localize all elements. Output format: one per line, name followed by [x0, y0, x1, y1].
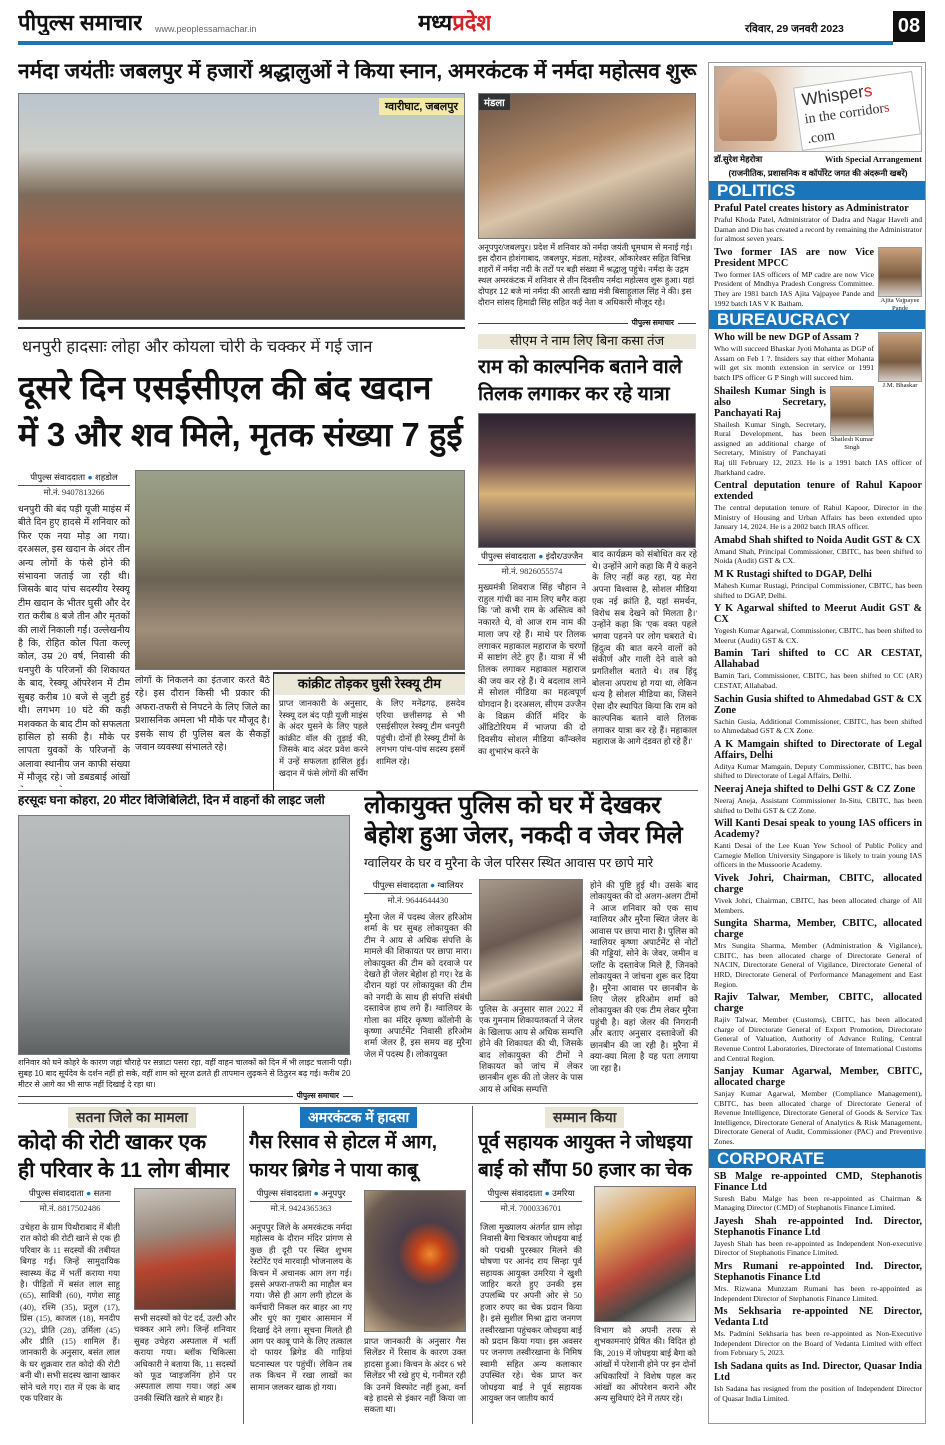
jailer-col-1: मुरैना जेल में पदस्थ जेलर हरिओम शर्मा के घर सुबह लोकायुक्त की टीम ने आय से अधिक संपत्ति के मामले की शिकायत पर छापा मारा। लोकायुक्त की टीम को दरवाजे पर देखते ही जेलर बेहोश हो गए। रेड के दौरान यहां पर लोकायुक्त की टीम को नगदी के साथ ही संपत्ति संबंधी दस्तावेज हाथ लगे हैं। ग्वालियर के गोला का मंदिर कृष्णा कॉलोनी के कृष्णा अपार्टमेंट निवासी हरिओम शर्मा जेलर हैं, इस समय वह मुरैना जेल में पदस्थ हैं। लोकायुक्त [364, 912, 472, 1059]
news-item-text: Ish Sadana has resigned from the position of Independent Director of Quasar India Limited. [714, 1384, 922, 1403]
news-item-text: Mahesh Kumar Rustagi, Principal Commissioner, CBITC, has been shifted to DGAP, Delhi. [714, 581, 922, 600]
jailer-headline-1: लोकायुक्त पुलिस को घर में देखकर [364, 792, 661, 819]
news-item-headline: Sachin Gusia shifted to Ahmedabad GST & CX Zone [714, 693, 922, 716]
news-item-text: The central deputation tenure of Rahul Kapoor, Director in the Ministry of Housing and Urban Affairs has been extended upto January 14, 2024. He is a 2002 batch IRAS officer. [714, 503, 922, 532]
cm-event-photo [478, 413, 696, 548]
news-item [714, 386, 922, 478]
news-item-text: Amand Shah, Principal Commissioner, CBITC, has been shifted to Noida (Audit) GST & CX. [714, 546, 922, 566]
fire-mobile: मो.नं. 9424365363 [270, 1203, 332, 1213]
news-item [714, 1361, 922, 1403]
byline-name: पीपुल्स संवाददाता [30, 472, 86, 482]
news-item-headline: Will Kanti Desai speak to young IAS officers in Academy? [714, 818, 922, 841]
cheque-col-1: जिला मुख्यालय अंतर्गत ग्राम लोढ़ा निवासी बैगा चित्रकार जोधइया बाई को पद्मश्री पुरस्कार मिलने की घोषणा पर आनंद राय सिन्हा पूर्व सहायक आयुक्त उमरिया ने खुशी जाहिर करते हुए उनकी इस उपलब्धि पर अपनी ओर से 50 हजार रुपए का चेक प्रदान किया है। इसे सुशील मिश्रा द्वारा जनगण तस्वीरखाना पहुंचकर जोधइया बाई को प्रदान किया गया। इस अवसर पर जनगण तस्वीरखाना के निमिष स्वामी सहित अन्य कलाकार उपस्थित रहे। चेक प्राप्त कर जोधइया बाई ने पूर्व सहायक आयुक्त जन जातीय कार्य [480, 1223, 582, 1404]
mine-headline-1: दूसरे दिन एसईसीएल की बंद खदान [18, 369, 432, 406]
news-item-text: Two former IAS officers of MP cadre are now Vice President of Mndhya Pradesh Congress Committee. They are 1981 batch IAS Ajita Vajpayee Pande and 1992 batch IAS V K Batham. [714, 269, 874, 308]
satna-mobile: मो.नं. 8817502486 [39, 1203, 101, 1213]
news-item [714, 535, 922, 566]
news-item-text: Praful Khoda Patel, Administrator of Dadra and Nagar Haveli and Daman and Diu has created a record by remaining the Administrator for almost seven years. [714, 215, 922, 244]
news-item-headline: Who will be new DGP of Assam ? [714, 332, 860, 344]
cash-seized-photo [479, 879, 583, 1001]
fire-kicker: अमरकंटक में हादसा [300, 1107, 417, 1128]
news-item-text: Ms. Padmini Sekhsaria has been re-appointed as Non-Executive Independent Director on the Board of Vedanta Limited with effect from February 5, 2023. [714, 1329, 922, 1358]
news-item-text: Aditya Kumar Mamgain, Deputy Commissioner, CBITC, has been shifted to Directorate of Legal Affairs, Delhi. [714, 761, 922, 781]
news-item-headline: Bamin Tari shifted to CC AR CESTAT, Allahabad [714, 648, 922, 671]
byline-name: पीपुल्स संवाददाता [256, 1188, 312, 1198]
news-item [714, 1306, 922, 1358]
news-item [714, 694, 922, 736]
whispers-column [708, 62, 926, 1424]
fog-caption: शनिवार को घने कोहरे के कारण जहां चौराहे पर सन्नाटा पसरा रहा, वहीं वाहन चालकों को दिन में भी लाइट चलानी पड़ी। सुबह 10 बाद सूर्यदेव के दर्शन नहीं हो सके, वहीं शाम को सूरज ढलते ही तापमान लुढ़कने से ठिठुरन बढ़ गई। करीब 20 मीटर से आगे का भी साफ नहीं दिखाई दे रहा था। [18, 1058, 352, 1089]
jailer-headline-2: बेहोश हुआ जेलर, नकदी व जेवर मिले [364, 822, 683, 849]
news-item-headline: Sungita Sharma, Member, CBITC, allocated charge [714, 918, 922, 941]
fire-byline: पीपुल्स संवाददाता ● अनूपपुर [250, 1188, 352, 1202]
cheque-byline: पीपुल्स संवाददाता ● उमरिया [480, 1188, 582, 1202]
news-item-headline: Amabd Shah shifted to Noida Audit GST & CX [714, 534, 921, 546]
photo-credit: पीपुल्स समाचार [628, 318, 678, 328]
byline-place: शहडोल [94, 472, 118, 482]
cheque-headline-2: बाई को सौंपा 50 हजार का चेक [478, 1160, 692, 1181]
portrait [878, 332, 922, 390]
news-item-text: Sanjay Kumar Agarwal, Member (Compliance Management), CBITC, has been allocated charge of Directorate General of Revenue Intelligence, Directorate General of Goods & Service Tax Intelligence, Directorate General of Analytics & Risk Management, Directorate General of Audit, Commissioner (PAC) and Preventive Zones. [714, 1089, 922, 1147]
satna-byline: पीपुल्स संवाददाता ● सतना [20, 1188, 120, 1202]
portrait-caption: Ajita Vajpayee Pande [880, 296, 920, 312]
satna-headline-2: ही परिवार के 11 लोग बीमार [18, 1159, 230, 1182]
news-item-headline: Neeraj Aneja shifted to Delhi GST & CZ Zone [714, 784, 916, 795]
jailer-byline: पीपुल्स संवाददाता ● ग्वालियर [364, 880, 472, 894]
section-header-bureaucracy: BUREAUCRACY [709, 310, 925, 329]
news-item-headline: Vivek Johri, Chairman, CBITC, allocated charge [714, 872, 922, 895]
cheque-headline-1: पूर्व सहायक आयुक्त ने जोधइया [478, 1132, 692, 1153]
mine-kicker: धनपुरी हादसाः लोहा और कोयला चोरी के चक्कर में गई जान [22, 338, 373, 356]
news-item-headline: M K Rustagi shifted to DGAP, Delhi [714, 569, 872, 581]
cheque-col-2: विभाग को अपनी तरफ से शुभकामनाएं प्रेषित की। विदित हो कि, 2019 में जोधइया बाई बैगा को आंखों में परेशानी होने पर इन दोनों अधिकारियों ने विशेष पहल कर आंखों का ऑपरेशन कराने और अन्य सुविधाएं देने में तत्पर रहे। [594, 1326, 696, 1404]
author-name: डॉ.सुरेश मेहरोत्रा [714, 154, 763, 164]
news-item [714, 203, 922, 244]
photo-credit: पीपुल्स समाचार [293, 1091, 343, 1101]
photo-label: मंडला [479, 94, 510, 110]
news-item-text: Neeraj Aneja, Assistant Commissioner In-Situ, CBITC, has been shifted to Delhi GST & CZ Zone. [714, 796, 922, 815]
news-item-headline: Central deputation tenure of Rahul Kapoor extended [714, 480, 922, 503]
hotel-fire-photo [364, 1190, 466, 1332]
news-item-headline: Sanjay Kumar Agarwal, Member, CBITC, allocated charge [714, 1066, 922, 1089]
portrait-caption: Shailesh Kumar Singh [830, 435, 874, 451]
news-item-headline: Shailesh Kumar Singh is also Secretary, Panchayati Raj [714, 385, 826, 419]
portrait-photo [878, 247, 922, 297]
news-item-text: Vivek Johri, Chairman, CBITC, has been allocated charge of All Members. [714, 895, 922, 915]
news-item-headline: SB Malge re-appointed CMD, Stephanotis Finance Ltd [714, 1170, 922, 1193]
news-item [714, 918, 922, 989]
news-item-text: Shailesh Kumar Singh, Secretary, Rural Development, has been assigned an additional charge of Secretary, Ministry of Panchayati Raj till February 12, 2023. He is a 1991 batch IAS officer of Jharkhand cadre. [714, 419, 922, 477]
cm-headline-1: राम को काल्पनिक बताने वाले [478, 356, 682, 378]
news-item-headline: Mrs Rumani re-appointed Ind. Director, Stephanotis Finance Ltd [714, 1261, 922, 1284]
cheque-kicker: सम्मान किया [545, 1107, 624, 1128]
rescue-box-text: प्राप्त जानकारी के अनुसार, रेस्क्यू दल बंद पड़ी यूजी माइंस के अंदर घुसने के लिए पहले कांक्रीट वॉल की तुड़ाई की, जिसके बाद अंदर प्रवेश करने में उन्हें सफलता हासिल हुई। खदान में फंसे लोगों की सर्चिंग के लिए मनेंद्रगढ़, हसदेव एरिया छत्तीसगढ़ से भी एसईसीएल रेस्क्यू टीम धनपुरी पहुंची। दोनों ही रेस्क्यू टीमों के लगभग पांच-पांच सदस्य इसमें शामिल रहे। [279, 698, 465, 778]
whispers-sections [714, 181, 922, 1403]
news-item-headline: Two former IAS are now Vice President MPCC [714, 246, 874, 269]
news-item-text: Kanti Desai of the Lee Kuan Yew School of Public Policy and Carnegie Mellon University Singapore is likely to train young IAS officers in the Mussoorie Academy. [714, 841, 922, 870]
section-header-corporate: CORPORATE [709, 1149, 925, 1168]
fire-col-1: अनूपपुर जिले के अमरकंटक नर्मदा महोत्सव के दौरान मंदिर प्रांगण से कुछ ही दूरी पर स्थित शुभम रेस्टोरेंट एवं मारवाड़ी भोजनालय के किचन में अचानक आग लग गई। इससे अफरा-तफरी का माहौल बन गया। जैसे ही आग लगी होटल के कर्मचारी निकल कर बाहर आ गए और धुएं का गुबार आसमान में दिखाई देने लगा। सूचना मिलते ही आग पर काबू पाने के लिए तत्काल दो फायर ब्रिगेड की गाड़ियां घटनास्थल पर पहुंचीं। लेकिन तब तक किचन में रखा लाखों का सामान जलकर खाक हो गया। [250, 1223, 352, 1392]
news-item-text: Sachin Gusia, Additional Commissioner, CBITC, has been shifted to Ahmedabad GST & CX Zone. [714, 716, 922, 736]
jailer-col-3: होने की पुष्टि हुई थी। उसके बाद लोकायुक्त की दो अलग-अलग टीमों ने आज शनिवार को एक साथ ग्वालियर और मुरैना स्थित जेलर के आवास पर छापा मारा है। पुलिस को ग्वालियर कृष्णा अपार्टमेंट से नोटों की गड्डियां, सोने के जेवर, जमीन व प्लॉट के दस्तावेज मिले हैं, जिनको लोकायुक्त ने जांचना शुरू कर दिया है। मुरैना आवास पर छानबीन के लिए जेलर हरिओम शर्मा को लोकायुक्त की एक टीम लेकर मुरैना पहुंची है। वहां जेलर की निगरानी और बताए अनुसार दस्तावेजों की छानबीन की जा रही है। मुरैना में क्या-क्या मिला है यह पता लगाया जा रहा है। [590, 880, 698, 1073]
hospital-photo [134, 1188, 236, 1310]
divider [18, 327, 465, 329]
news-item-text: Jayesh Shah has been re-appointed as Independent Non-executive Director of Stephanotis Finance Limited. [714, 1238, 922, 1258]
newspaper-logo: पीपुल्स समाचार [18, 10, 143, 35]
news-item [714, 992, 922, 1063]
whispers-banner [714, 66, 922, 152]
news-item [714, 1066, 922, 1147]
section-header-politics: POLITICS [709, 181, 925, 200]
column-divider [472, 1106, 473, 1424]
jailer-mobile: मो.नं. 9644644430 [387, 895, 449, 905]
cheque-mobile: मो.नं. 7000336701 [500, 1203, 562, 1213]
portrait [830, 386, 874, 452]
whispers-tagline: (राजनीतिक, प्रशासनिक व कॉर्पोरेट जगत की अंदरूनी खबरें) [728, 168, 908, 178]
arrangement-note: With Special Arrangement [824, 154, 922, 164]
jailer-col-2: पुलिस के अनुसार साल 2022 में एक गुमनाम शिकायतकर्ता ने जेलर के खिलाफ आय से अधिक सम्पत्ति होने की शिकायत की थी, जिसके बाद लोकायुक्त की टीमों ने शिकायत को जांच में लेकर छानबीन शुरू की तो जेलर के पास आय से अधिक सम्पत्ति [479, 1004, 583, 1094]
news-item [714, 1216, 922, 1258]
mine-byline: पीपुल्स संवाददाता ● शहडोल [18, 472, 130, 486]
byline-place: इंदौर/उज्जैन [545, 551, 584, 561]
lead-headline: नर्मदा जयंतीः जबलपुर में हजारों श्रद्धालुओं ने किया स्नान, अमरकंटक में नर्मदा महोत्सव शुरू [18, 60, 697, 83]
cm-headline-2: तिलक लगाकर कर रहे यात्रा [478, 383, 670, 405]
fog-photo [18, 815, 350, 1055]
news-item [714, 569, 922, 600]
satna-col-2: सभी सदस्यों को पेट दर्द, उल्टी और चक्कर आने लगे। जिन्हें शनिवार सुबह उचेहरा अस्पताल में भर्ती कराया गया। ब्लॉक चिकित्सा अधिकारी ने बताया कि, 11 सदस्यों को फूड प्वाइजनिंग होने पर अस्पताल लाया गया। जहां अब उनकी स्थिति खतरे से बाहर है। [134, 1314, 236, 1403]
news-item-text: Who will succeed Bhaskar Jyoti Mohanta as DGP of Assam on Feb 1 ?. Insiders say that either Mohanta will get six month extension in service or 1991 batch IPS officer G P Singh will succeed him. [714, 344, 874, 382]
news-item [714, 739, 922, 781]
portrait-caption: J.M. Bhaskar [882, 382, 918, 390]
news-item-text: Bamin Tari, Commissioner, CBITC, has been shifted to CC (AR) CESTAT, Allahabad. [714, 671, 922, 691]
news-item [714, 332, 922, 390]
news-item-text: Suresh Babu Malge has been re-appointed as Chairman & Managing Director (CMD) of Stephanotis Finance Limited. [714, 1193, 922, 1213]
lead-photo-mandla [478, 93, 696, 239]
mine-mobile: मो.नं. 9407813266 [43, 487, 105, 497]
news-item-text: Mrs. Rizwana Munzzam Rumani has been re-appointed as Independent Director of Stephanotis Finance Limited. [714, 1284, 922, 1303]
fire-headline-2: फायर ब्रिगेड ने पाया काबू [249, 1160, 418, 1181]
fire-col-2: प्राप्त जानकारी के अनुसार गैस सिलेंडर में रिसाव के कारण उक्त हादसा हुआ। किचन के अंदर 6 भरे सिलेंडर भी रखे हुए थे, गनीमत रही कि उनमें विस्फोट नहीं हुआ, वर्ना बड़े हादसे से इंकार नहीं किया जा सकता था। [364, 1337, 466, 1415]
portrait-photo [878, 332, 922, 382]
news-item [714, 603, 922, 645]
mine-col-2: लोगों के निकलने का इंतजार करते बैठे रहे। इस दौरान किसी भी प्रकार की अफरा-तफरी से निपटने के लिए जिले का प्रशासनिक अमला भी मौके पर मौजूद है। इसके साथ ही पुलिस बल के सैकड़ों जवान व्यवस्था संभालते रहे। [135, 676, 270, 754]
news-item [714, 873, 922, 915]
author-photo [719, 71, 777, 141]
cheque-handover-photo [594, 1186, 696, 1322]
whispers-logo: Whispers in the corridors .com [793, 71, 921, 151]
byline-place: अनूपपुर [321, 1188, 346, 1198]
byline-place: उमरिया [552, 1188, 575, 1198]
news-item-text: Mrs Sungita Sharma, Member (Administration & Vigilance), CBITC, has been allocated charge of Directorate General of NACIN, Directorate General of Vigilance, Directorate General of HRD, Directorate General of Performance Management and East Region. [714, 941, 922, 989]
cm-kicker: सीएम ने नाम लिए बिना कसा तंज [478, 334, 696, 349]
news-item [714, 246, 922, 312]
cm-col-1: मुख्यमंत्री शिवराज सिंह चौहान ने राहुल गांधी का नाम लिए बगैर कहा कि 'जो कभी राम के अस्तित्व को नकारते थे, वो आज राम नाम की माला जप रहे हैं। माथे पर तिलक लगाकर महाकाल महाराज के चरणों में साष्टांग लेटे हुए हैं। यात्रा में भी तिलक लगाकर महाकाल महाराज की जय कर रहे हैं। ये बदलाव लाने में सोशल मीडिया का महत्वपूर्ण योगदान है। दरअसल, सीएम उज्जैन के विक्रम कीर्ति मंदिर के ऑडिटोरियम में भाजपा की दो दिवसीय सोशल मीडिया कॉन्क्लेव का शुभारंभ करने के [478, 582, 586, 756]
news-item [714, 1261, 922, 1303]
divider [18, 1103, 698, 1104]
news-item-headline: Jayesh Shah re-appointed Ind. Director, Stephanotis Finance Ltd [714, 1215, 922, 1238]
news-item-headline: Praful Patel creates history as Administrator [714, 203, 909, 214]
byline-name: पीपुल्स संवाददाता [480, 551, 536, 561]
rescue-box-title: कांक्रीट तोड़कर घुसी रेस्क्यू टीम [274, 674, 465, 695]
news-item-headline: A K Mamgain shifted to Directorate of Legal Affairs, Delhi [714, 738, 922, 761]
mine-col-1: धनपुरी की बंद पड़ी यूजी माइंस में बीते दिन हुए हादसे में शनिवार को फिर एक नया मोड़ आ गया। दरअसल, इस खदान के अंदर तीन अन्य लोगों के फंसे होने की संभावना जताई जा रही थी। जिसके बाद पांच सदस्यीय रेस्क्यू टीम खदान के भीतर घुसी और देर रात करीब 8 बजे तीन और मृतकों की लाशें निकाली गईं। उल्लेखनीय है कि, रोहित कोल पिता कल्लू कोल, उम्र 20 वर्ष, निवासी की धनपुरी के परिजनों की शिकायत के बाद, रेस्क्यू ऑपरेशन में टीम सुबह करीब 10 बजे से जुटी हुई थी। लगभग 10 घंटे की कड़ी मशक्कत के बाद टीम को सफलता हासिल हो सकी है। मौके पर लापता युवकों के परिजनों के अलावा स्थानीय जन काफी संख्या में मौजूद रहे। जो डबडबाई आंखों [18, 505, 130, 784]
jailer-subhead: ग्वालियर के घर व मुरैना के जेल परिसर स्थित आवास पर छापे मारे [364, 856, 654, 870]
website-url: www.peoplessamachar.in [155, 24, 257, 34]
issue-date: रविवार, 29 जनवरी 2023 [745, 23, 844, 35]
byline-name: पीपुल्स संवाददाता [28, 1188, 84, 1198]
byline-place: ग्वालियर [437, 880, 464, 890]
fog-headline: हरसूदः घना कोहरा, 20 मीटर विजिबिलिटी, दिन में वाहनों की लाइट जली [18, 794, 325, 807]
column-divider [243, 1106, 244, 1424]
whispers-credits [714, 154, 922, 165]
byline-name: पीपुल्स संवाददाता [372, 880, 428, 890]
cm-col-2: बाद कार्यक्रम को संबोधित कर रहे थे। उन्होंने आगे कहा कि मैं ये कहने के लिए नहीं कह रहा, यह मेरा अपना विश्वास है, सोशल मीडिया एक नई क्रांति है, यहां समर्थन, विरोध सब देखने को मिलता है।' उन्होंने कहा कि 'एक वक्त पहले भगवा पहनने पर लोग घबराते थे। हिंदुत्व की बात करने वालों को संकीर्ण और गाली देने वाले को प्रगतिशील बताते थे। तब हिंदू बोलना अपराध हो गया था, लेकिन धन्य है सोशल मीडिया का, जिसने ऐसा दौर स्थापित किया कि राम को काल्पनिक बताने वाले तिलक लगाकर यात्रा कर रहे हैं। महाकाल महाराज के आगे दंडवत हो रहे हैं।' [592, 549, 697, 747]
news-item [714, 648, 922, 690]
cm-byline: पीपुल्स संवाददाता ● इंदौर/उज्जैन [478, 551, 586, 565]
news-item-headline: Y K Agarwal shifted to Meerut Audit GST & CX [714, 603, 922, 626]
lead-caption: अनूपपुर/जबलपुर। प्रदेश में शनिवार को नर्मदा जयंती धूमधाम से मनाई गई। इस दौरान होशंगाबाद, जबलपुर, मंडला, महेश्वर, ओंकारेश्वर सहित विभिन्न शहरों में नर्मदा नदी के तटों पर बड़ी संख्या में श्रद्धालु पहुंचे। नर्मदा के उद्गम स्थल अमरकंटक में शनिवार से तीन दिवसीय नर्मदा महोत्सव शुरू हुआ। यहां दोपहर 12 बजे मां नर्मदा की आरती खाद्य मंत्री बिसाहूलाल सिंह ने की। इस दौरान सांसद हिमाद्री सिंह सहित कई नेता व अधिकारी मौजूद रहे। [478, 243, 695, 307]
rescue-box [273, 672, 465, 790]
news-item-headline: Ms Sekhsaria re-appointed NE Director, Vedanta Ltd [714, 1306, 922, 1329]
photo-label: ग्वारीघाट, जबलपुर [379, 98, 464, 115]
masthead-rule [18, 41, 893, 45]
section-title [418, 10, 491, 35]
fire-headline-1: गैस रिसाव से होटल में आग, [249, 1132, 438, 1153]
section-title-a: मध्य [418, 10, 453, 35]
satna-col-1: उचेहरा के ग्राम पिथौराबाद में बीती रात कोदो की रोटी खाने से एक ही परिवार के 11 सदस्यों की तबीयत बिगड़ गई। जिन्हें सामुदायिक स्वास्थ्य केंद्र में भर्ती कराया गया है। पीड़ितों में बसंत लाल साहू (65), सावित्री (60), गणेश साहू (40), रश्मि (35), प्रतुल (17), प्रिंस (15), काजल (18), मनदीप (32), प्रीति (28), उर्मिला (45) और प्रीति (15) शामिल हैं। जानकारी के अनुसार, बसंत लाल के घर शुक्रवार रात कोदो की रोटी बनी थी। सभी सदस्य खाना खाकर सोने चले गए। रात में एक के बाद एक परिवार के [20, 1223, 120, 1404]
satna-kicker: सतना जिले का मामला [68, 1107, 196, 1128]
section-title-b: प्रदेश [452, 10, 492, 35]
news-item-headline: Ish Sadana quits as Ind. Director, Quasar India Ltd [714, 1361, 922, 1383]
byline-name: पीपुल्स संवाददाता [487, 1188, 543, 1198]
news-item [714, 480, 922, 532]
news-item-headline: Rajiv Talwar, Member, CBITC, allocated charge [714, 992, 922, 1015]
news-item-text: Rajiv Talwar, Member (Customs), CBITC, has been allocated charge of Directorate General of Export Promotion, Directorate General of Valuation, Authority of Advance Ruling, Central Revenue Control Laboratories, Directorate of International Customs and Central Region. [714, 1015, 922, 1063]
page-number: 08 [893, 11, 925, 42]
portrait-photo [830, 386, 874, 436]
mine-headline-2: में 3 और शव मिले, मृतक संख्या 7 हुई [18, 416, 463, 453]
news-item [714, 818, 922, 870]
news-item [714, 1171, 922, 1213]
credit-rule [18, 1091, 353, 1100]
rescue-team-photo [135, 470, 465, 670]
lead-photo-jabalpur [18, 93, 465, 320]
portrait [878, 247, 922, 313]
news-item-text: Yogesh Kumar Agarwal, Commissioner, CBITC, has been shifted to Meerut (Audit) GST & CX. [714, 626, 922, 645]
cm-mobile: मो.नं. 9826055574 [501, 566, 563, 576]
news-item [714, 784, 922, 815]
byline-place: सतना [93, 1188, 112, 1198]
satna-headline-1: कोदो की रोटी खाकर एक [18, 1131, 207, 1154]
